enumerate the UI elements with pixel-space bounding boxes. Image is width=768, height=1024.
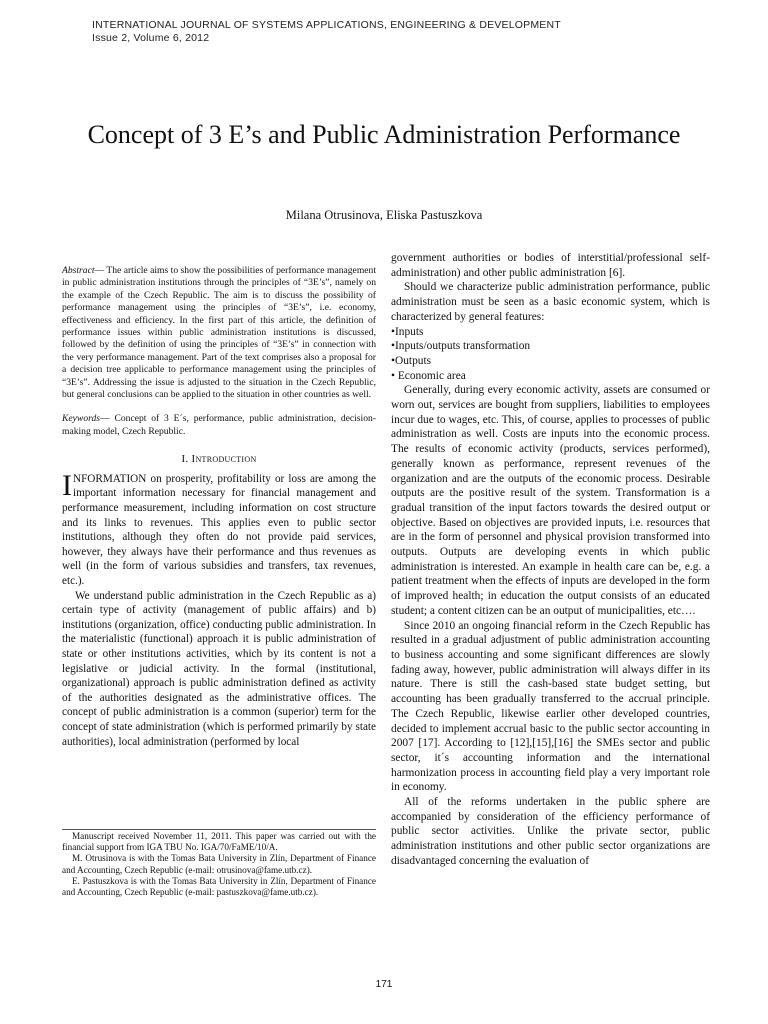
abstract-label: Abstract xyxy=(62,265,95,276)
footnote-manuscript: Manuscript received November 11, 2011. This paper was carried out with the financial support from IGA TBU No. IGA/70/FaME/10/A. xyxy=(62,831,376,853)
keywords-text: Concept of 3 E´s, performance, public administration, decision-making model, Czech Republic. xyxy=(62,413,376,437)
journal-issue: Issue 2, Volume 6, 2012 xyxy=(92,32,210,44)
abstract xyxy=(62,265,376,401)
footnotes xyxy=(62,829,376,898)
right-paragraph-2: Should we characterize public administration performance, public administration must be seen as a basic economic system, which is characterized by general features: xyxy=(391,281,710,323)
feature-bullet: •Inputs/outputs transformation xyxy=(391,340,531,353)
section-number: I. xyxy=(181,453,189,466)
right-paragraph-3: Generally, during every economic activity, assets are consumed or worn out, services are bought from suppliers, liabilities to employees incur due to wages, etc. This, of course, applies to processes of public administration as well. Costs are inputs into the economic process. The results of economic activity (products, services performed), generally known as performance, represent revenues of the organization and are the outputs of the economic process. Desirable outputs are the positive result of the system. Transformation is a gradual transition of the input factors towards the desired output or objective. Based on objectives are provided inputs, i.e. resources that are in the form of personnel and physical provision transformed into outputs. Outputs are developing events in which public administration is interested. An example in health care can be, e.g. a patient treatment when the effects of inputs are developed in the form of improved health; in education the output consists of an educated student; a content citizen can be an output of municipalities, etc…. xyxy=(391,384,710,617)
right-column xyxy=(391,251,710,869)
abstract-dash: — xyxy=(94,265,105,276)
footnote-author-2: E. Pastuszkova is with the Tomas Bata University in Zlín, Department of Finance and Accounting, Czech Republic (e-mail: pastuszkova@fame.utb.cz). xyxy=(62,875,376,898)
paper-authors: Milana Otrusinova, Eliska Pastuszkova xyxy=(285,208,483,222)
page-number: 171 xyxy=(375,979,393,990)
intro-paragraph-1 xyxy=(62,468,376,589)
feature-bullet: •Inputs xyxy=(391,325,424,338)
keywords xyxy=(62,413,376,438)
left-column xyxy=(62,251,376,749)
right-paragraph-1: government authorities or bodies of interstitial/professional self-administration) and other public administration [6]. xyxy=(391,252,710,279)
footnote-author-1: M. Otrusinova is with the Tomas Bata University in Zlín, Department of Finance and Accounting, Czech Republic (e-mail: otrusinova@fame.utb.cz). xyxy=(62,853,376,875)
drop-cap: I xyxy=(62,468,72,502)
abstract-text: The article aims to show the possibilities of performance management in public administration institutions through the principles of “3E’s”, namely on the example of the Czech Republic. The aim is to discuss the possibility of performance management using the principles of “3E’s”, i.e. economy, effectiveness and efficiency. In the first part of this article, the definition of performance issues within public administration institutions is discussed, followed by the definition of using the principles of “3E’s” in connection with the very performance management. Part of the text comprises also a proposal for a decision tree applicable to performance management using the principles of “3E’s”. Addressing the issue is adjusted to the situation in the Czech Republic, but general conclusions can be applied to the situation in other countries as well. xyxy=(62,265,376,401)
intro-paragraph-2: We understand public administration in the Czech Republic as a) certain type of activity (management of public affairs) and b) institutions (organization, office) conducting public administration. In the materialistic (functional) approach it is public administration of state or other institutions activities, which by its content is not a legislative or judicial activity. In the formal (institutional, organizational) approach is public administration defined as activity of the authorities designated as the administrative offices. The concept of public administration is a common (superior) term for the concept of state administration (which is performed primarily by state authorities), local administration (performed by local xyxy=(62,589,376,748)
section-heading-introduction xyxy=(62,452,376,467)
keywords-label: Keywords xyxy=(62,413,101,425)
journal-header xyxy=(92,19,561,45)
right-paragraph-5: All of the reforms undertaken in the public sphere are accompanied by consideration of the efficiency performance of public sector activities. Unlike the private sector, public administration institutions and other public sector organizations are disadvantaged concerning the evaluation of xyxy=(391,796,710,867)
feature-bullet: •Outputs xyxy=(391,354,432,367)
intro-paragraph-1-text: NFORMATION on prosperity, profitability or loss are among the important information necessary for financial management and performance measurement, including information on cost structure and its links to revenues. This applies even to public sector institutions, although they often do not provide paid services, however, they always have their performance and thus revenues as well (in the form of various subsidies and transfers, tax revenues, etc.). xyxy=(62,472,376,588)
journal-name: INTERNATIONAL JOURNAL OF SYSTEMS APPLICATIONS, ENGINEERING & DEVELOPMENT xyxy=(92,19,561,31)
section-title: Introduction xyxy=(191,453,257,466)
paper-title: Concept of 3 E’s and Public Administration Performance xyxy=(87,120,681,149)
feature-bullet: • Economic area xyxy=(391,369,466,382)
right-paragraph-4: Since 2010 an ongoing financial reform in the Czech Republic has resulted in a gradual adjustment of public administration accounting to business accounting and some significant differences are slowly fading away, however, public administration will always differ in its nature. There is still the cash-based state budget setting, but accounting has been gradually transferred to the accrual principle. The Czech Republic, likewise earlier other developed countries, decided to implement accrual basic to the public sector accounting in 2007 [17]. According to [12],[15],[16] the SMEs sector and public sector, it´s accounting information and the international harmonization process in accounting field play a very important role in economy. xyxy=(391,619,710,794)
keywords-dash: — xyxy=(100,413,110,425)
